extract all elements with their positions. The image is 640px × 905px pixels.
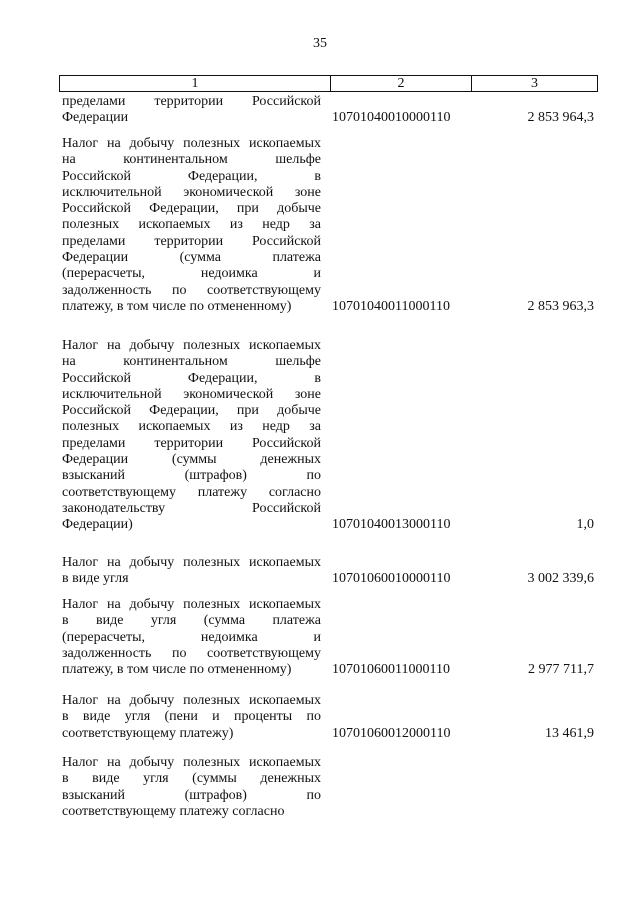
page-number: 35 [313,36,327,51]
description-line: Налог на добычу полезных ископаемых [62,755,321,770]
row-description [62,693,321,742]
description-line: соответствующему платежу) [62,725,234,741]
row-description [62,94,321,127]
budget-classification-code: 10701060010000110 [332,571,451,587]
description-line: (перерасчеты, недоимка и [62,629,321,645]
description-line: Налог на добычу полезных ископаемых [62,338,321,353]
description-line: в виде угля [62,571,129,587]
description-line: на континентальном шельфе [62,354,321,370]
description-line: исключительной экономической зоне [62,184,321,200]
description-line: соответствующему платежу согласно [62,484,321,500]
description-line: взысканий (штрафов) по [62,787,321,803]
column-header-2: 2 [331,76,472,91]
amount-value: 1,0 [576,517,594,533]
description-line: полезных ископаемых из недр за [62,419,321,435]
description-line: Налог на добычу полезных ископаемых [62,597,321,612]
description-line: платежу, в том числе по отмененному) [62,298,292,314]
description-line: в виде угля (суммы денежных [62,771,321,787]
description-line: задолженность по соответствующему [62,645,321,661]
description-line: в виде угля (пени и проценты по [62,709,321,725]
table-header [59,75,598,92]
description-line: Федерации (суммы денежных [62,452,321,468]
description-line: пределами территории Российской [62,233,321,249]
description-line: Федерации (сумма платежа [62,250,321,266]
description-line: Российской Федерации, при добыче [62,403,321,419]
description-line: в виде угля (сумма платежа [62,613,321,629]
row-description [62,755,321,820]
description-line: взысканий (штрафов) по [62,468,321,484]
description-line: Федерации [62,110,129,126]
description-line: на континентальном шельфе [62,152,321,168]
description-line: Налог на добычу полезных ископаемых [62,555,321,570]
description-line: соответствующему платежу согласно [62,803,285,819]
budget-classification-code: 10701040010000110 [332,110,451,126]
description-line: Российской Федерации, в [62,370,321,386]
description-line: Налог на добычу полезных ископаемых [62,693,321,708]
column-header-3: 3 [531,76,538,91]
budget-classification-code: 10701040013000110 [332,517,451,533]
row-description [62,338,321,534]
description-line: Российской Федерации, при добыче [62,201,321,217]
description-line: пределами территории Российской [62,435,321,451]
amount-value: 3 002 339,6 [527,571,594,587]
description-line: Федерации) [62,517,133,533]
amount-value: 2 853 964,3 [527,110,594,126]
description-line: пределами территории Российской [62,94,321,109]
budget-classification-code: 10701060011000110 [332,662,450,678]
description-line: исключительной экономической зоне [62,386,321,402]
description-line: законодательству Российской [62,500,321,516]
description-line: Налог на добычу полезных ископаемых [62,136,321,151]
row-description [62,597,321,678]
row-description [62,136,321,315]
description-line: (перерасчеты, недоимка и [62,266,321,282]
description-line: платежу, в том числе по отмененному) [62,662,292,678]
amount-value: 2 853 963,3 [527,299,594,314]
budget-classification-code: 10701060012000110 [332,725,451,741]
description-line: задолженность по соответствующему [62,282,321,298]
row-description [62,555,321,588]
amount-value: 13 461,9 [545,725,594,741]
description-line: полезных ископаемых из недр за [62,217,321,233]
amount-value: 2 977 711,7 [528,662,594,678]
column-header-1: 1 [60,76,331,91]
description-line: Российской Федерации, в [62,168,321,184]
budget-classification-code: 10701040011000110 [332,299,450,314]
